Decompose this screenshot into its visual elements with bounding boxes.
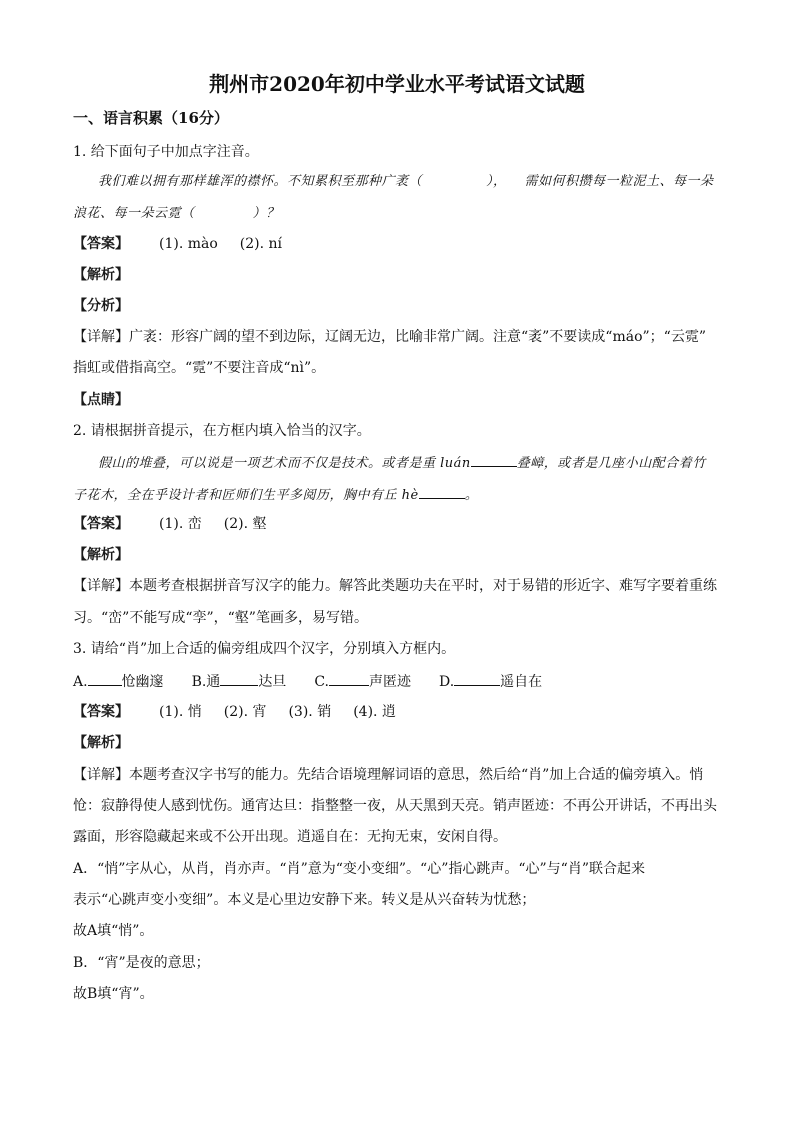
q3-answer-3: (3). 销	[288, 704, 332, 720]
q1-detail-line1: 【详解】广袤：形容广阔的望不到边际，辽阔无边，比喻非常广阔。注意“袤”不要读成“máo”；“云霓”	[73, 329, 706, 345]
q2-blank-1[interactable]	[471, 452, 517, 467]
q3-blank-c[interactable]	[329, 671, 369, 686]
q1-passage-line2: 浪花、每一朵云霓（ ）？	[73, 206, 280, 221]
q3-answer	[73, 702, 396, 722]
q3-answer-1: (1). 悄	[159, 704, 202, 720]
q3-stem: 3. 请给“肖”加上合适的偏旁组成四个汉字，分别填入方框内。	[73, 641, 456, 657]
answer-label: 【答案】	[73, 236, 129, 252]
q2-stem: 2. 请根据拼音提示，在方框内填入恰当的汉字。	[73, 423, 371, 439]
q3-detail-line4: A．“悄”字从心，从肖，肖亦声。“肖”意为“变小变细”。“心”指心跳声。“心”与“肖”联合起来	[73, 861, 645, 877]
q1-answer-1: (1). mào	[159, 236, 218, 252]
q1-detail-line2: 指虹或借指高空。“霓”不要注音成“nì”。	[73, 360, 326, 376]
q2-answer-1: (1). 峦	[159, 516, 202, 532]
page-title: 荆州市2020年初中学业水平考试语文试题	[209, 72, 585, 96]
q3-detail-line2: 怆：寂静得使人感到忧伤。通宵达旦：指整整一夜，从天黑到天亮。销声匿迹：不再公开讲话，不再出头	[73, 798, 717, 814]
q3-detail-line1: 【详解】本题考查汉字书写的能力。先结合语境理解词语的意思，然后给“肖”加上合适的偏旁填入。悄	[73, 767, 704, 783]
q3-answer-4: (4). 逍	[353, 704, 396, 720]
q1-fenxi-label: 【分析】	[73, 298, 129, 314]
section-heading: 一、语言积累（16分）	[73, 109, 229, 127]
q3-detail-line5: 表示“心跳声变小变细”。本义是心里边安静下来。转义是从兴奋转为忧愁；	[73, 892, 536, 908]
q3-detail-line8: 故B填“宵”。	[73, 986, 154, 1002]
q3-detail-line3: 露面，形容隐藏起来或不公开出现。逍遥自在：无拘无束，安闲自得。	[73, 829, 507, 845]
q2-analysis-label: 【解析】	[73, 547, 129, 563]
q2-answer-2: (2). 壑	[223, 516, 267, 532]
q2-detail-line1: 【详解】本题考查根据拼音写汉字的能力。解答此类题功夫在平时，对于易错的形近字、难写字要着重练	[73, 578, 717, 594]
q1-analysis-label: 【解析】	[73, 267, 129, 283]
q3-options	[73, 671, 570, 692]
q1-stem: 1. 给下面句子中加点字注音。	[73, 144, 259, 160]
q3-detail-line7: B．“宵”是夜的意思；	[73, 955, 210, 971]
q3-option-b: B.通 达旦	[192, 671, 287, 692]
q1-answer	[73, 234, 282, 254]
q3-blank-d[interactable]	[454, 671, 500, 686]
answer-label: 【答案】	[73, 516, 129, 532]
q3-option-d: D. 遥自在	[439, 671, 542, 692]
q1-dianjing-label: 【点睛】	[73, 392, 129, 408]
q3-analysis-label: 【解析】	[73, 735, 129, 751]
q2-blank-2[interactable]	[419, 484, 465, 499]
q3-detail-line6: 故A填“悄”。	[73, 923, 154, 939]
q2-passage-line1: 假山的堆叠，可以说是一项艺术而不仅是技术。或者是重 luán 叠嶂，或者是几座小山配合着竹	[98, 452, 706, 474]
q3-blank-b[interactable]	[220, 671, 258, 686]
q3-blank-a[interactable]	[88, 671, 122, 686]
q3-answer-2: (2). 宵	[223, 704, 267, 720]
answer-label: 【答案】	[73, 704, 129, 720]
q2-passage-line2: 子花木，全在乎设计者和匠师们生平多阅历，胸中有丘 hè 。	[73, 484, 478, 506]
q2-answer	[73, 514, 266, 534]
q1-answer-2: (2). ní	[239, 236, 283, 252]
q3-option-a: A. 怆幽邃	[73, 671, 164, 692]
q3-option-c: C. 声匿迹	[314, 671, 411, 692]
q2-detail-line2: 习。“峦”不能写成“孪”，“壑”笔画多，易写错。	[73, 610, 368, 626]
q1-passage-line1: 我们难以拥有那样雄浑的襟怀。不知累积至那种广袤（ ）， 需如何积攒每一粒泥土、每一朵	[98, 174, 714, 189]
